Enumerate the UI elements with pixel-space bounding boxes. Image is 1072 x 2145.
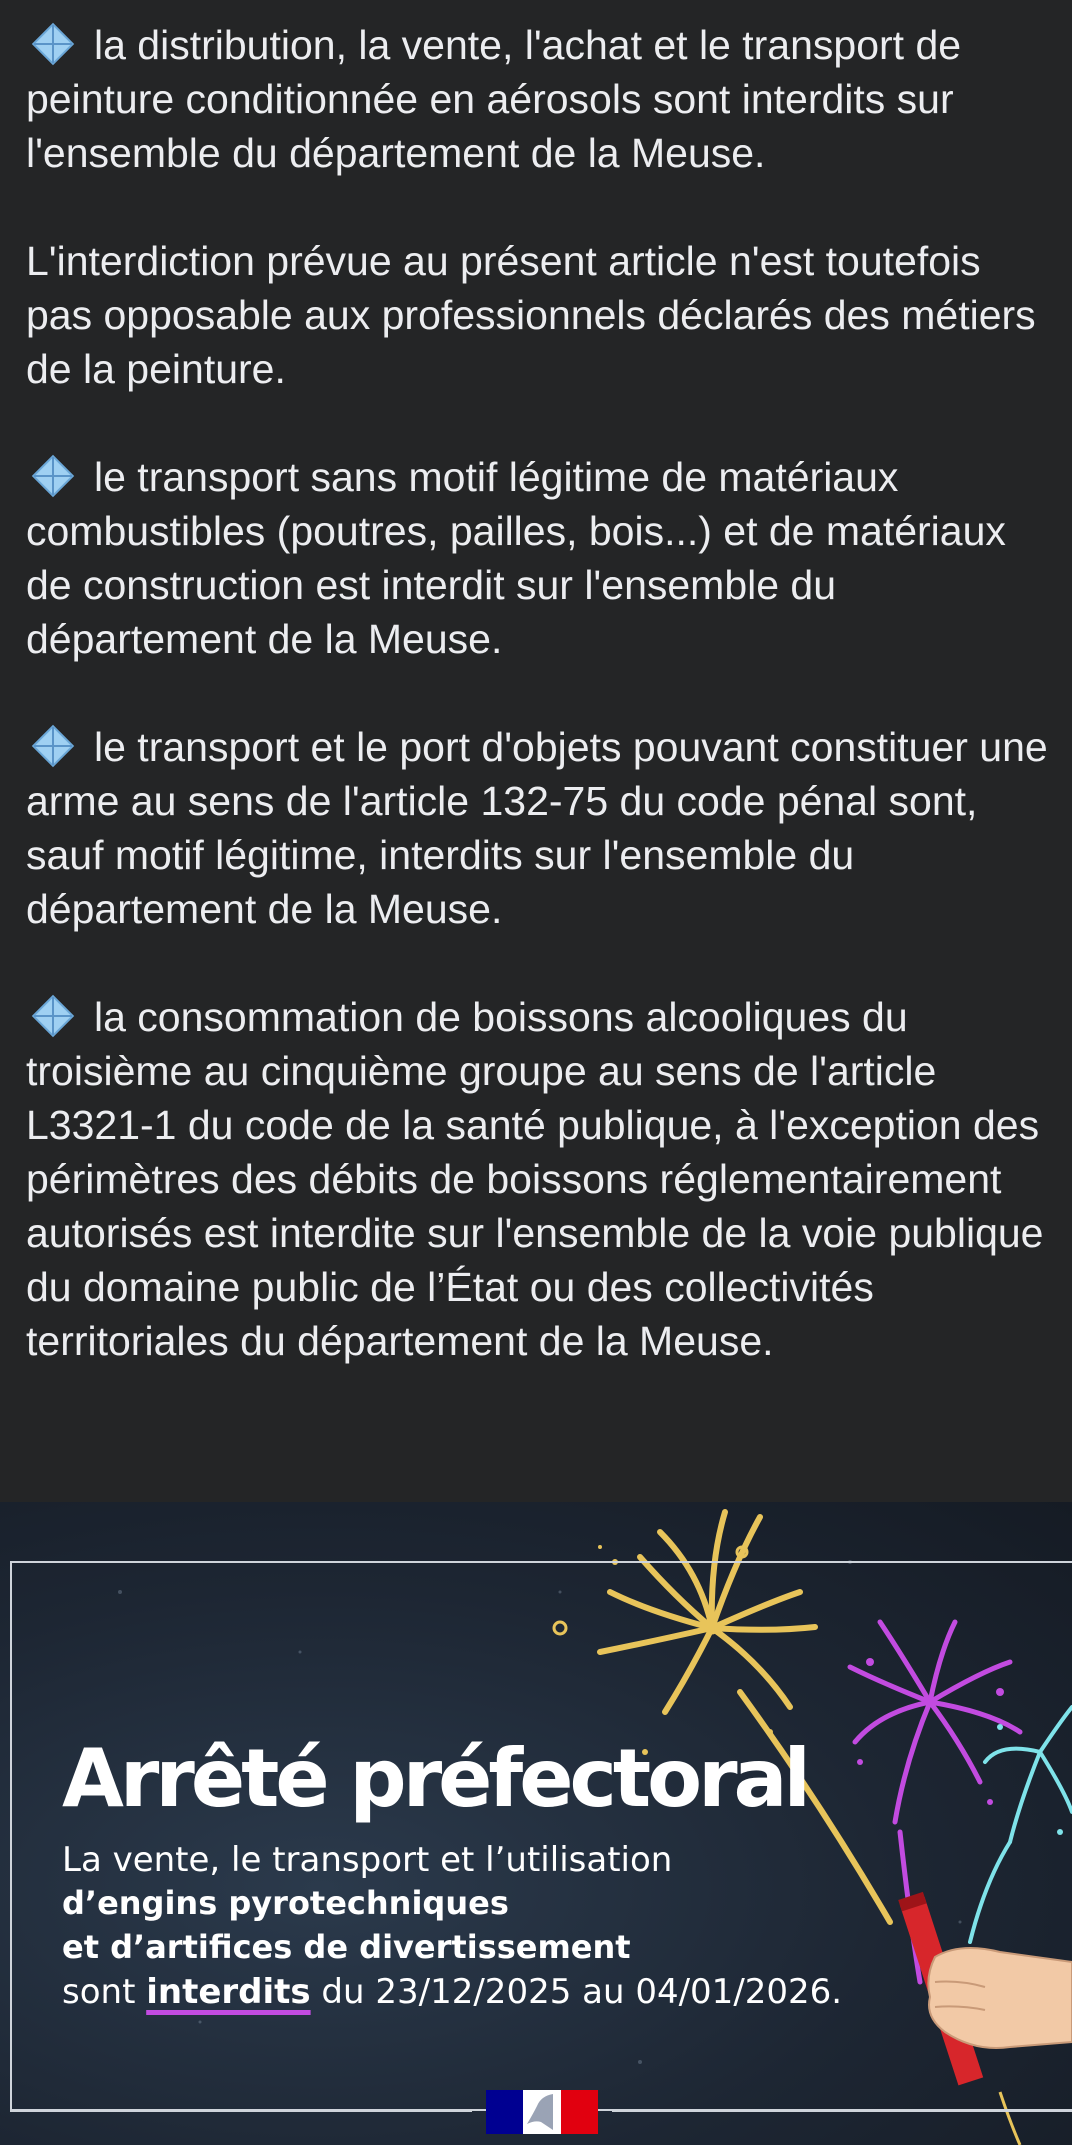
- banner-line-4-prefix: sont: [62, 1972, 147, 2012]
- blue-diamond-icon: [26, 21, 80, 67]
- paragraph-text: L'interdiction prévue au présent article n'est toutefois pas opposable aux professionnels déclarés des métiers de la peinture.: [26, 238, 1036, 392]
- banner-line-2: d’engins pyrotechniques: [62, 1884, 509, 1922]
- prefectoral-banner-image[interactable]: [0, 1502, 1072, 2145]
- blue-diamond-icon: [26, 723, 80, 769]
- paragraph-2: [26, 234, 1056, 396]
- post-text: [26, 18, 1056, 1368]
- paragraph-5: [26, 990, 1056, 1368]
- paragraph-3: [26, 450, 1056, 666]
- blue-diamond-icon: [26, 453, 80, 499]
- banner-frame: [10, 1561, 1072, 2111]
- banner-line-1: La vente, le transport et l’utilisation: [62, 1840, 673, 1880]
- paragraph-1: [26, 18, 1056, 180]
- blue-diamond-icon: [26, 993, 80, 1039]
- french-republic-logo-icon: [486, 2090, 598, 2134]
- frame-bottom-line-left: [10, 2110, 472, 2112]
- banner-line-3: et d’artifices de divertissement: [62, 1928, 631, 1966]
- frame-bottom-line-right: [612, 2110, 1072, 2112]
- banner-line-4-dates: du 23/12/2025 au 04/01/2026.: [310, 1972, 843, 2012]
- banner-emphasis-interdits: interdits: [146, 1972, 311, 2012]
- paragraph-text: la distribution, la vente, l'achat et le transport de peinture conditionnée en aérosols sont interdits sur l'ensemble du département de la Meuse.: [26, 22, 962, 176]
- paragraph-text: le transport et le port d'objets pouvant constituer une arme au sens de l'article 132-75 du code pénal sont, sauf motif légitime, interdits sur l'ensemble du département de la Meuse.: [26, 724, 1048, 932]
- banner-line-4: [62, 1972, 842, 2012]
- paragraph-text: le transport sans motif légitime de matériaux combustibles (poutres, pailles, bois...) et de matériaux de construction est interdit sur l'ensemble du département de la Meuse.: [26, 454, 1006, 662]
- paragraph-4: [26, 720, 1056, 936]
- banner-title: Arrêté préfectoral: [62, 1732, 807, 1825]
- paragraph-text: la consommation de boissons alcooliques du troisième au cinquième groupe au sens de l'article L3321-1 du code de la santé publique, à l'exception des périmètres des débits de boissons réglementairement autorisés est interdite sur l'ensemble de la voie publique du domaine public de l’État ou des collectivités territoriales du département de la Meuse.: [26, 994, 1044, 1364]
